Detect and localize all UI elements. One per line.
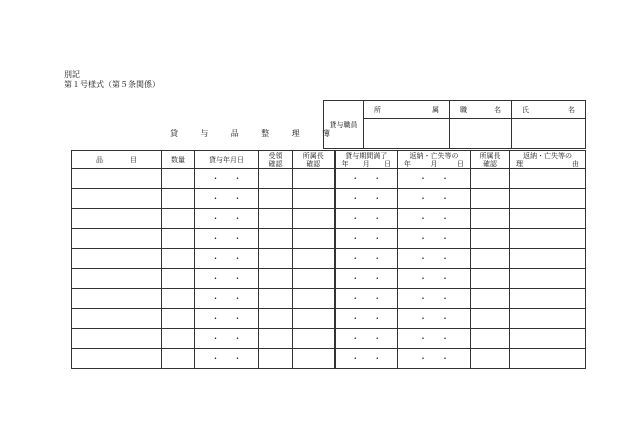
expiry-date-cell[interactable] xyxy=(335,269,398,289)
staff-name-field[interactable] xyxy=(512,119,586,149)
return-reason-cell[interactable] xyxy=(510,269,586,289)
lend-date-cell[interactable] xyxy=(195,249,259,269)
return-reason-cell[interactable] xyxy=(510,349,586,369)
chief-confirm-cell[interactable] xyxy=(293,169,335,189)
date-separator: ・ xyxy=(441,333,449,343)
date-separator: ・ xyxy=(351,353,360,363)
return-date-cell[interactable] xyxy=(398,329,471,349)
date-separator: ・ xyxy=(211,213,220,223)
date-separator: ・ xyxy=(233,273,242,283)
expiry-date-cell[interactable] xyxy=(335,289,398,309)
lend-date-cell[interactable] xyxy=(195,329,259,349)
title-char: 品 xyxy=(230,129,239,138)
date-separator: ・ xyxy=(373,313,382,323)
receipt-confirm-cell[interactable] xyxy=(259,309,293,329)
date-separator: ・ xyxy=(351,293,360,303)
expiry-date-cell[interactable] xyxy=(335,189,398,209)
return-reason-cell[interactable] xyxy=(510,329,586,349)
item-cell[interactable] xyxy=(72,189,162,209)
return-date-cell[interactable] xyxy=(398,169,471,189)
ledger-body xyxy=(72,169,586,369)
chief-confirm-2-cell[interactable] xyxy=(471,289,510,309)
quantity-cell[interactable] xyxy=(162,189,195,209)
item-cell[interactable] xyxy=(72,349,162,369)
item-cell[interactable] xyxy=(72,309,162,329)
chief-confirm-cell[interactable] xyxy=(293,289,335,309)
lend-date-cell[interactable] xyxy=(195,269,259,289)
quantity-cell[interactable] xyxy=(162,269,195,289)
date-separator: ・ xyxy=(441,273,449,283)
table-row xyxy=(72,289,586,309)
expiry-date-cell[interactable] xyxy=(335,309,398,329)
chief-confirm-cell[interactable] xyxy=(293,209,335,229)
date-separator: ・ xyxy=(233,353,242,363)
table-row xyxy=(72,249,586,269)
expiry-date-cell[interactable] xyxy=(335,349,398,369)
chief-confirm-cell[interactable] xyxy=(293,249,335,269)
chief-confirm-2-cell[interactable] xyxy=(471,309,510,329)
date-separator: ・ xyxy=(373,273,382,283)
receipt-confirm-cell[interactable] xyxy=(259,269,293,289)
date-separator: ・ xyxy=(419,293,427,303)
date-separator: ・ xyxy=(441,313,449,323)
date-separator: ・ xyxy=(233,313,242,323)
date-separator: ・ xyxy=(233,333,242,343)
item-cell[interactable] xyxy=(72,289,162,309)
return-date-cell[interactable] xyxy=(398,269,471,289)
date-separator: ・ xyxy=(351,333,360,343)
expiry-date-cell[interactable] xyxy=(335,169,398,189)
date-separator: ・ xyxy=(419,173,427,183)
return-reason-cell[interactable] xyxy=(510,189,586,209)
expiry-date-cell[interactable] xyxy=(335,209,398,229)
chief-confirm-2-cell[interactable] xyxy=(471,269,510,289)
receipt-confirm-cell[interactable] xyxy=(259,289,293,309)
item-cell[interactable] xyxy=(72,269,162,289)
header-chief-confirm-2: 所属長 確認 xyxy=(471,151,510,169)
receipt-confirm-cell[interactable] xyxy=(259,229,293,249)
item-cell[interactable] xyxy=(72,329,162,349)
header-return-reason: 返納・亡失等の 理 由 xyxy=(510,151,586,169)
header-return-date: 返納・亡失等の 年 月 日 xyxy=(398,151,471,169)
date-separator: ・ xyxy=(211,173,220,183)
title-char: 与 xyxy=(200,129,209,138)
lend-date-cell[interactable] xyxy=(195,309,259,329)
date-separator: ・ xyxy=(233,193,242,203)
lend-date-cell[interactable] xyxy=(195,229,259,249)
receipt-confirm-cell[interactable] xyxy=(259,169,293,189)
staff-name-header: 氏 名 xyxy=(512,101,586,119)
expiry-date-cell[interactable] xyxy=(335,229,398,249)
return-date-cell[interactable] xyxy=(398,309,471,329)
date-separator: ・ xyxy=(351,313,360,323)
staff-label: 貸与職員 xyxy=(329,120,358,129)
return-date-cell[interactable] xyxy=(398,189,471,209)
chief-confirm-2-cell[interactable] xyxy=(471,329,510,349)
date-separator: ・ xyxy=(351,173,360,183)
item-cell[interactable] xyxy=(72,229,162,249)
date-separator: ・ xyxy=(441,173,449,183)
chief-confirm-cell[interactable] xyxy=(293,309,335,329)
return-date-cell[interactable] xyxy=(398,349,471,369)
lend-date-cell[interactable] xyxy=(195,169,259,189)
chief-confirm-cell[interactable] xyxy=(293,329,335,349)
quantity-cell[interactable] xyxy=(162,249,195,269)
date-separator: ・ xyxy=(351,253,360,263)
staff-position-field[interactable] xyxy=(450,119,512,149)
return-date-cell[interactable] xyxy=(398,289,471,309)
chief-confirm-cell[interactable] xyxy=(293,349,335,369)
date-separator: ・ xyxy=(351,273,360,283)
date-separator: ・ xyxy=(441,253,449,263)
table-row xyxy=(72,189,586,209)
header-chief-confirm: 所属長 確認 xyxy=(293,151,335,169)
staff-info-table xyxy=(323,100,586,149)
date-separator: ・ xyxy=(233,213,242,223)
chief-confirm-cell[interactable] xyxy=(293,189,335,209)
date-separator: ・ xyxy=(419,213,427,223)
date-separator: ・ xyxy=(373,353,382,363)
quantity-cell[interactable] xyxy=(162,169,195,189)
chief-confirm-2-cell[interactable] xyxy=(471,229,510,249)
date-separator: ・ xyxy=(351,233,360,243)
date-separator: ・ xyxy=(233,293,242,303)
return-date-cell[interactable] xyxy=(398,249,471,269)
header-expiry-date: 貸与期間満了 年 月 日 xyxy=(335,151,398,169)
header-lend-date: 貸与年月日 xyxy=(195,151,259,169)
date-separator: ・ xyxy=(211,313,220,323)
date-separator: ・ xyxy=(373,293,382,303)
chief-confirm-cell[interactable] xyxy=(293,229,335,249)
chief-confirm-2-cell[interactable] xyxy=(471,349,510,369)
staff-position-header: 職 名 xyxy=(450,101,512,119)
receipt-confirm-cell[interactable] xyxy=(259,349,293,369)
receipt-confirm-cell[interactable] xyxy=(259,209,293,229)
table-row xyxy=(72,229,586,249)
table-row xyxy=(72,329,586,349)
lend-date-cell[interactable] xyxy=(195,209,259,229)
header-item: 品 目 xyxy=(72,151,162,169)
receipt-confirm-cell[interactable] xyxy=(259,249,293,269)
date-separator: ・ xyxy=(373,233,382,243)
quantity-cell[interactable] xyxy=(162,309,195,329)
date-separator: ・ xyxy=(373,173,382,183)
date-separator: ・ xyxy=(351,193,360,203)
chief-confirm-2-cell[interactable] xyxy=(471,249,510,269)
date-separator: ・ xyxy=(373,253,382,263)
form-note-betsuki: 別記 xyxy=(64,70,80,79)
title-char: 理 xyxy=(291,129,300,138)
date-separator: ・ xyxy=(419,193,427,203)
staff-dept-header: 所 属 xyxy=(364,101,450,119)
table-row xyxy=(72,309,586,329)
lend-date-cell[interactable] xyxy=(195,349,259,369)
date-separator: ・ xyxy=(211,253,220,263)
expiry-date-cell[interactable] xyxy=(335,329,398,349)
chief-confirm-2-cell[interactable] xyxy=(471,209,510,229)
table-row xyxy=(72,169,586,189)
item-cell[interactable] xyxy=(72,209,162,229)
date-separator: ・ xyxy=(373,213,382,223)
date-separator: ・ xyxy=(441,213,449,223)
date-separator: ・ xyxy=(441,353,449,363)
date-separator: ・ xyxy=(419,233,427,243)
date-separator: ・ xyxy=(419,273,427,283)
date-separator: ・ xyxy=(211,273,220,283)
quantity-cell[interactable] xyxy=(162,329,195,349)
date-separator: ・ xyxy=(373,333,382,343)
staff-dept-field[interactable] xyxy=(364,119,450,149)
form-note-style: 第１号様式（第５条関係） xyxy=(64,80,160,89)
date-separator: ・ xyxy=(211,333,220,343)
return-reason-cell[interactable] xyxy=(510,229,586,249)
lend-date-cell[interactable] xyxy=(195,289,259,309)
receipt-confirm-cell[interactable] xyxy=(259,329,293,349)
header-quantity: 数量 xyxy=(162,151,195,169)
item-cell[interactable] xyxy=(72,169,162,189)
date-separator: ・ xyxy=(211,193,220,203)
date-separator: ・ xyxy=(211,293,220,303)
receipt-confirm-cell[interactable] xyxy=(259,189,293,209)
date-separator: ・ xyxy=(419,253,427,263)
expiry-date-cell[interactable] xyxy=(335,249,398,269)
staff-label-cell xyxy=(321,101,364,149)
chief-confirm-2-cell[interactable] xyxy=(471,169,510,189)
quantity-cell[interactable] xyxy=(162,229,195,249)
title-char: 整 xyxy=(261,129,270,138)
table-row xyxy=(72,269,586,289)
quantity-cell[interactable] xyxy=(162,289,195,309)
ledger-table xyxy=(71,150,586,369)
date-separator: ・ xyxy=(441,193,449,203)
return-reason-cell[interactable] xyxy=(510,249,586,269)
return-reason-cell[interactable] xyxy=(510,309,586,329)
return-reason-cell[interactable] xyxy=(510,209,586,229)
date-separator: ・ xyxy=(419,333,427,343)
item-cell[interactable] xyxy=(72,249,162,269)
chief-confirm-2-cell[interactable] xyxy=(471,189,510,209)
date-separator: ・ xyxy=(233,173,242,183)
date-separator: ・ xyxy=(419,353,427,363)
title-char: 貸 xyxy=(170,129,178,138)
chief-confirm-cell[interactable] xyxy=(293,269,335,289)
quantity-cell[interactable] xyxy=(162,209,195,229)
date-separator: ・ xyxy=(441,293,449,303)
date-separator: ・ xyxy=(233,253,242,263)
return-date-cell[interactable] xyxy=(398,209,471,229)
lend-date-cell[interactable] xyxy=(195,189,259,209)
return-reason-cell[interactable] xyxy=(510,289,586,309)
date-separator: ・ xyxy=(419,313,427,323)
table-row xyxy=(72,349,586,369)
quantity-cell[interactable] xyxy=(162,349,195,369)
return-date-cell[interactable] xyxy=(398,229,471,249)
title-char: 簿 xyxy=(321,129,330,138)
date-separator: ・ xyxy=(373,193,382,203)
date-separator: ・ xyxy=(211,353,220,363)
date-separator: ・ xyxy=(441,233,449,243)
date-separator: ・ xyxy=(233,233,242,243)
table-row xyxy=(72,209,586,229)
header-receipt-confirm: 受領 確認 xyxy=(259,151,293,169)
date-separator: ・ xyxy=(211,233,220,243)
date-separator: ・ xyxy=(351,213,360,223)
return-reason-cell[interactable] xyxy=(510,169,586,189)
ledger-title xyxy=(170,128,330,139)
